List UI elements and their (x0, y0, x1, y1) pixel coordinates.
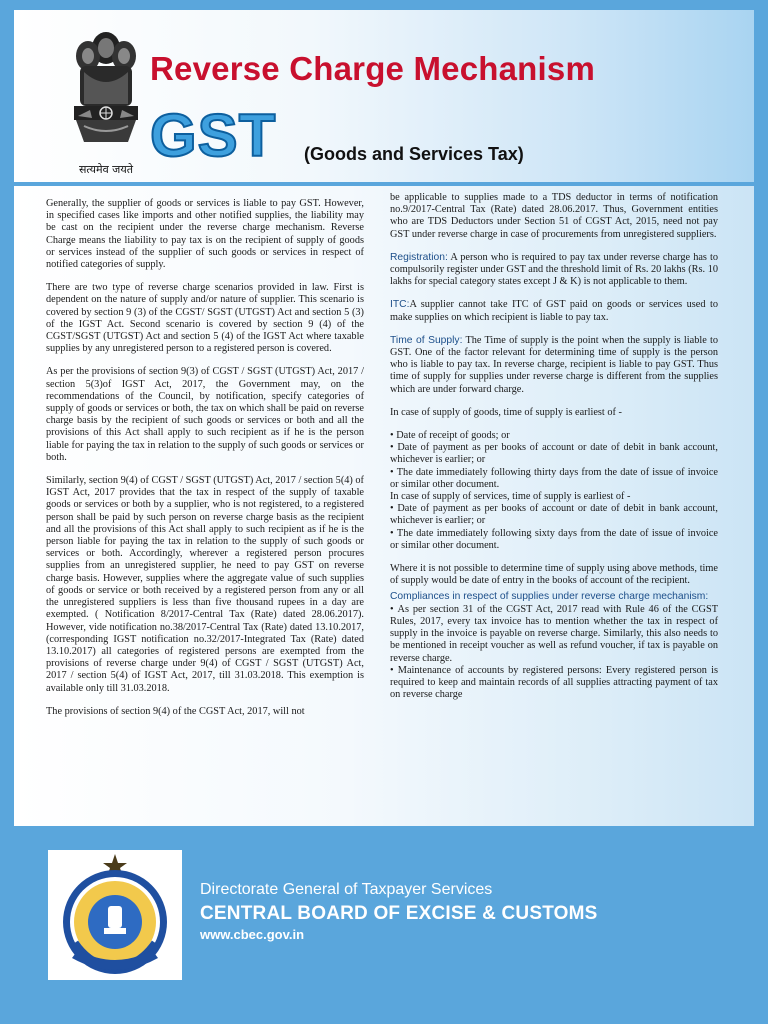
list-item: • The date immediately following sixty days from the date of issue of invoice or similar other document. (390, 528, 718, 552)
footer-board-name: CENTRAL BOARD OF EXCISE & CUSTOMS (200, 903, 598, 924)
list-item: • Date of payment as per books of account or date of debit in bank account, whichever is earlier; or (390, 503, 718, 527)
list-item: • Maintenance of accounts by registered persons: Every registered person is required to keep and maintain records of all supplies attracting payment of tax on reverse charge (390, 665, 718, 702)
paragraph: Generally, the supplier of goods or services is liable to pay GST. However, in specified cases like imports and other notified supplies, the liability may be cast on the recipient under the reverse charge mechanism. Reverse Charge means the liability to pay tax is on the recipient of supply of goods or services instead of the supplier of such goods or services in respect of notified categories of supply. (46, 198, 364, 271)
compliance-bullet-list (390, 604, 718, 702)
time-of-supply-text: The Time of supply is the point when the supply is liable to GST. One of the factor relevant for determining time of supply is the person who is liable to pay tax. In reverse charge, recipient is liable to pay GST. Thus time of supply for supplies under reverse charge is different from the supplies which are under forward charge. (390, 334, 718, 395)
gst-subtitle: (Goods and Services Tax) (304, 144, 524, 164)
registration-text: A person who is required to pay tax under reverse charge has to compulsorily register under GST and the threshold limit of Rs. 20 lakhs (Rs. 10 lakhs for special category states except J & K) is not applicable to them. (390, 251, 718, 288)
services-intro: In case of supply of services, time of supply is earliest of - (390, 491, 631, 503)
emblem (58, 22, 154, 182)
paragraph: Similarly, section 9(4) of CGST / SGST (UTGST) Act, 2017 / section 5(4) of IGST Act, 2017 provides that the tax in respect of the supply of taxable goods or services or both by a supplier, who is not registered, to a registered person shall be paid by such person on reverse charge basis as the recipient and all the provisions of this Act shall apply to such recipient as if he is the person liable for paying the tax in relation to the supply of such goods or services or both. Accordingly, wherever a registered person procures supplies from an unregistered supplier, he need to pay GST on reverse charge basis. However, supplies where the aggregate value of such supplies of goods or service or both received by a registered person from any or all the unregistered suppliers is less than five thousand rupees in a day are exempted. ( Notification 8/2017-Central Tax (Rate) dated 28.06.2017). However, vide notification no.38/2017-Central Tax (Rate) dated 13.10.2017, (corresponding IGST notification no.32/2017-Integrated Tax (Rate) dated 13.10.2017) all categories of registered persons are exempted from the provisions of reverse charge under 9(4) of CGST / SGST (UTGST) Act, 2017 / section 5(4) of IGST Act, 2017, till 31.03.2018. This exemption is available only till 31.03.2018. (46, 475, 364, 694)
list-item: • Date of payment as per books of account or date of debit in bank account, whichever is earlier; or (390, 442, 718, 466)
itc-text: A supplier cannot take ITC of GST paid on goods or services used to make supplies on which recipient is liable to pay tax. (390, 299, 718, 323)
goods-intro: In case of supply of goods, time of supply is earliest of - (390, 406, 622, 418)
footer-directorate: Directorate General of Taxpayer Services (200, 881, 493, 898)
paragraph: As per the provisions of section 9(3) of CGST / SGST (UTGST) Act, 2017 / section 5(3)of IGST Act, 2017, the Government may, on the recommendations of the Council, by notification, specify categories of supply of goods or services or both, the tax on which shall be paid on reverse charge basis by the recipient of such goods or services or both and all the provisions of this Act shall apply to such recipient as if he is the person liable for paying the tax in relation to the supply of such goods or services or both. (46, 366, 364, 463)
list-item: • As per section 31 of the CGST Act, 2017 read with Rule 46 of the CGST Rules, 2017, every tax invoice has to mention whether the tax in respect of supply in the invoice is payable on reverse charge. Similarly, this also needs to be mentioned in receipt voucher as well as refund voucher, if tax is payable on reverse charge. (390, 604, 718, 665)
services-bullet-list (390, 503, 718, 552)
time-of-supply-section (390, 335, 718, 396)
paragraph: be applicable to supplies made to a TDS deductor in terms of notification no.9/2017-Central Tax (Rate) dated 28.06.2017. Thus, Government entities who are TDS Deductors under Section 51 of CGST Act, 2015, need not pay GST under reverse charge in case of procurements from unregistered suppliers. (390, 192, 718, 240)
emblem-motto: सत्यमेव जयते (78, 163, 133, 176)
header-banner (14, 10, 754, 182)
compliance-heading: Compliances in respect of supplies under reverse charge mechanism: (390, 591, 709, 603)
gst-logo-text: GST (150, 102, 277, 169)
registration-section (390, 252, 718, 289)
ashoka-emblem-icon (58, 22, 154, 162)
goods-bullet-list (390, 430, 718, 491)
left-column (46, 198, 364, 729)
content-card (14, 186, 754, 826)
paragraph: There are two type of reverse charge scenarios provided in law. First is dependent on the nature of supply and/or nature of supplier. This scenario is covered by section 9 (3) of the CGST/ SGST (UTGST) Act and section 5 (3) of the IGST Act. Second scenario is covered by section 9 (4) of the CGST/SGST (UTGST) Act and section 5 (4) of the IGST Act where taxable supplies by any unregistered person to a registered person is covered. (46, 282, 364, 355)
cbec-seal-icon (48, 850, 182, 980)
time-of-supply-heading: Time of Supply: (390, 334, 463, 346)
cbec-seal (48, 850, 182, 980)
footer-website-link[interactable]: www.cbec.gov.in (200, 927, 305, 942)
paragraph: Where it is not possible to determine time of supply using above methods, time of supply would be date of entry in the books of account of the recipient. (390, 563, 718, 587)
registration-heading: Registration: (390, 251, 448, 263)
page-title: Reverse Charge Mechanism (150, 50, 595, 87)
paragraph: The provisions of section 9(4) of the CGST Act, 2017, will not (46, 705, 305, 717)
itc-section (390, 299, 718, 323)
itc-heading: ITC: (390, 299, 410, 311)
list-item: • The date immediately following thirty days from the date of issue of invoice or similar other document. (390, 467, 718, 491)
list-item: • Date of receipt of goods; or (390, 430, 718, 442)
right-column (390, 192, 718, 701)
